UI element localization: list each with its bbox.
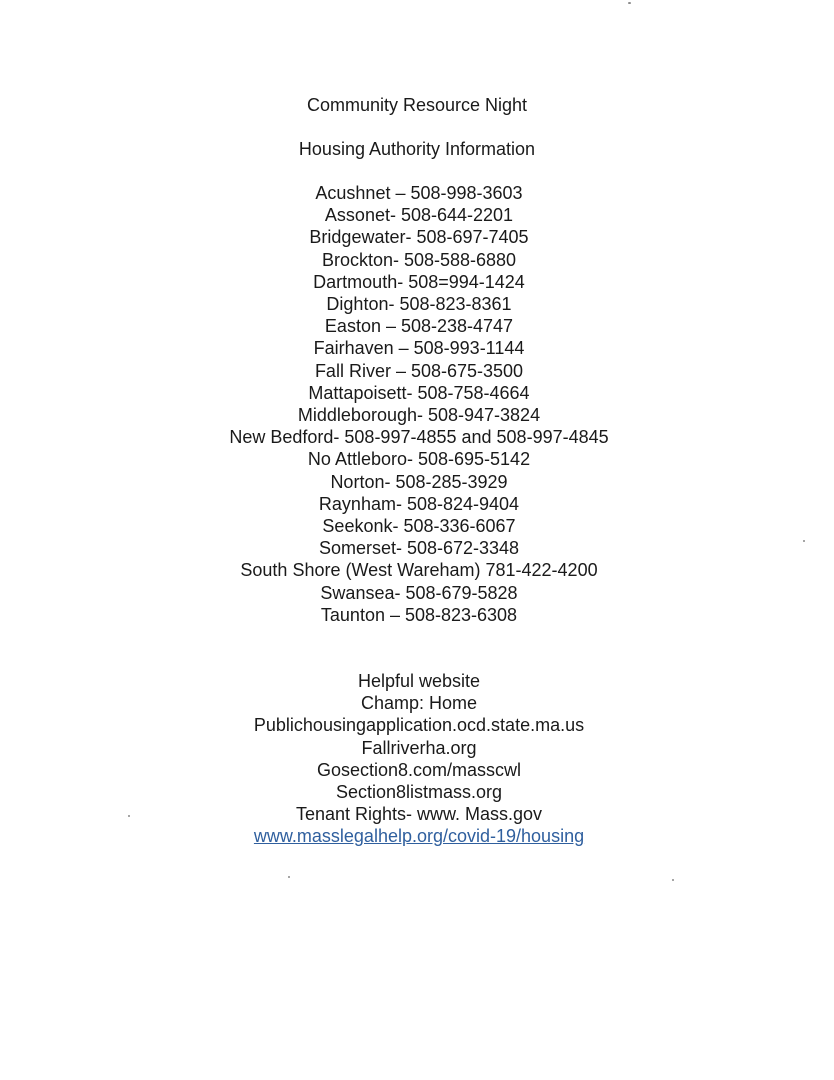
website-entry: Gosection8.com/masscwl (316, 759, 522, 780)
housing-authority-entry: South Shore (West Wareham) 781-422-4200 (240, 560, 598, 581)
scan-speck (672, 879, 674, 881)
scan-speck (128, 815, 130, 817)
website-entry: Fallriverha.org (361, 737, 477, 758)
housing-authority-entry: Mattapoisett- 508-758-4664 (308, 382, 530, 403)
scan-speck (628, 2, 631, 4)
helpful-websites-section (0, 670, 834, 848)
housing-authority-entry: Brockton- 508-588-6880 (321, 249, 517, 270)
housing-authority-entry: Somerset- 508-672-3348 (318, 538, 520, 559)
housing-authority-entry: Easton – 508-238-4747 (324, 316, 514, 337)
housing-authority-entry: Fairhaven – 508-993-1144 (313, 338, 525, 359)
housing-authority-entry: Assonet- 508-644-2201 (324, 205, 514, 226)
website-entry: Publichousingapplication.ocd.state.ma.us (253, 715, 585, 736)
housing-authority-entry: Dartmouth- 508=994-1424 (313, 271, 525, 292)
website-entry: Section8listmass.org (335, 782, 503, 803)
housing-authority-list (0, 182, 834, 626)
scan-speck (803, 540, 805, 542)
housing-authority-entry: Swansea- 508-679-5828 (320, 582, 518, 603)
housing-authority-entry: Norton- 508-285-3929 (330, 471, 508, 492)
housing-authority-entry: Bridgewater- 508-697-7405 (309, 227, 529, 248)
website-entry: Champ: Home (360, 693, 478, 714)
housing-authority-entry: Raynham- 508-824-9404 (318, 493, 520, 514)
housing-authority-entry: Fall River – 508-675-3500 (314, 360, 524, 381)
masslegalhelp-link[interactable]: www.masslegalhelp.org/covid-19/housing (253, 826, 585, 847)
housing-authority-entry: New Bedford- 508-997-4855 and 508-997-4845 (229, 427, 609, 448)
website-entry: Tenant Rights- www. Mass.gov (295, 804, 543, 825)
document-title: Community Resource Night (306, 95, 528, 115)
document-subtitle: Housing Authority Information (298, 139, 536, 159)
housing-authority-entry: No Attleboro- 508-695-5142 (307, 449, 531, 470)
housing-authority-entry: Middleborough- 508-947-3824 (297, 405, 541, 426)
housing-authority-entry: Seekonk- 508-336-6067 (322, 516, 516, 537)
websites-heading: Helpful website (357, 671, 481, 691)
scan-speck (288, 876, 290, 878)
housing-authority-entry: Dighton- 508-823-8361 (326, 294, 512, 315)
housing-authority-entry: Taunton – 508-823-6308 (320, 604, 518, 625)
housing-authority-entry: Acushnet – 508-998-3603 (315, 183, 523, 203)
